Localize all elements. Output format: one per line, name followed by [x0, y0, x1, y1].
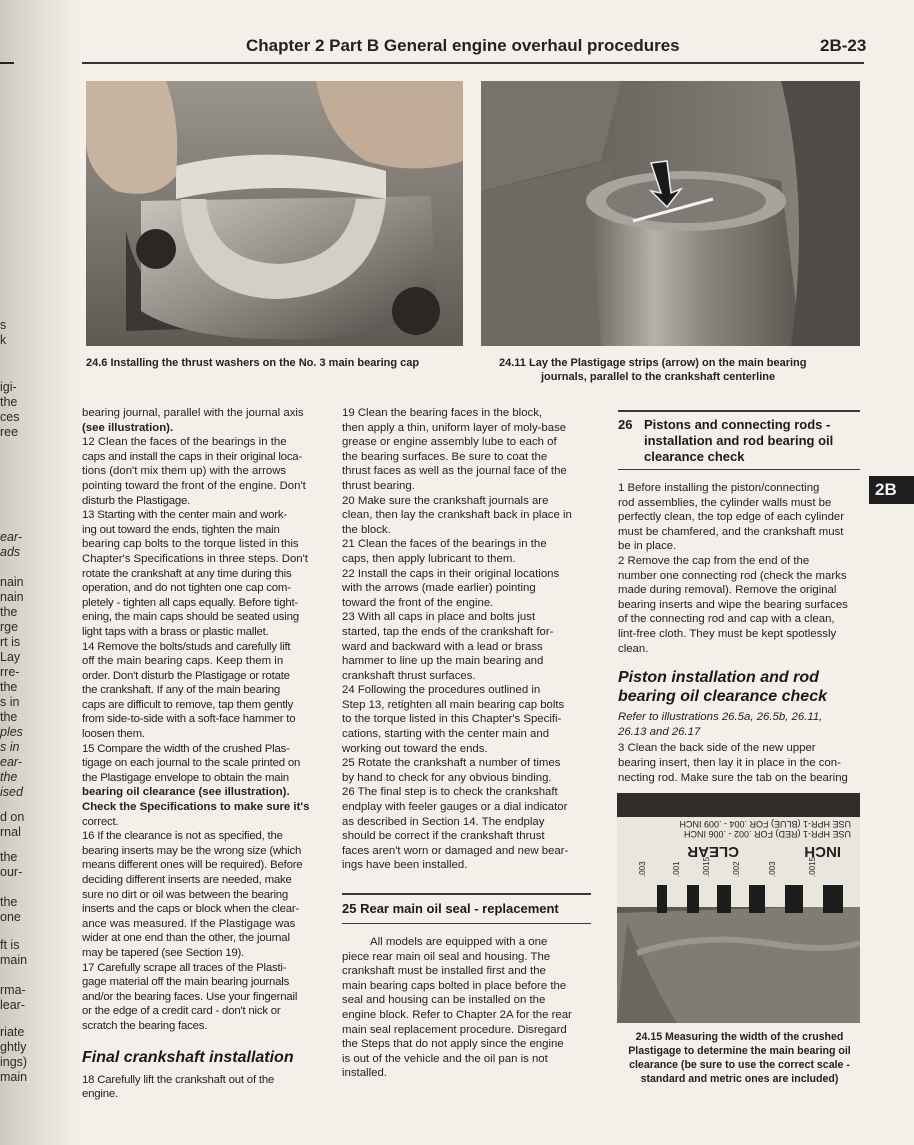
spine-fragment: ghtly	[0, 1040, 27, 1054]
body-line: the Steps that do not apply since the engine	[342, 1038, 564, 1051]
scale-tick: .0015	[702, 856, 711, 877]
body-line: toward the front of the engine.	[342, 596, 494, 609]
spine-fragment: igi-	[0, 380, 17, 394]
spine-fragment: ings)	[0, 1055, 28, 1069]
body-line: installed.	[342, 1067, 387, 1080]
body-line: crankshaft thrust surfaces.	[342, 669, 476, 682]
body-line: then apply a thin, uniform layer of moly-base	[342, 421, 567, 434]
spine-fragment: main	[0, 1070, 28, 1084]
text-column-left	[82, 406, 319, 1102]
body-line: Step 13, retighten all main bearing cap bolts	[342, 698, 565, 711]
body-line: 16 If the clearance is not as specified, the	[82, 830, 283, 843]
photo-plastigage-strips	[481, 81, 860, 346]
body-line: the Plastigage envelope to obtain the main	[82, 771, 289, 784]
photo-thrust-washers	[86, 81, 463, 346]
spine-fragment: one	[0, 910, 21, 924]
body-line: correct.	[82, 815, 119, 828]
spine-fragment: the	[0, 850, 18, 864]
body-line: 26 The final step is to check the crankshaft	[342, 786, 558, 799]
spine-fragment: the	[0, 770, 18, 784]
body-line: piece rear main oil seal and housing. The	[342, 950, 551, 963]
spine-fragment: rnal	[0, 825, 21, 839]
facing-page-edge	[0, 0, 78, 1145]
spine-fragment: ear-	[0, 755, 23, 769]
body-line: the crankshaft. If any of the main bearing	[82, 684, 281, 697]
body-line: must be chamfered, and the crankshaft must	[618, 525, 844, 538]
body-line: ening, the main caps should be seated using	[82, 611, 299, 624]
body-line: light taps with a brass or plastic mallet.	[82, 625, 269, 638]
scale-word-inch: INCH	[804, 843, 841, 860]
body-line: All models are equipped with a one	[370, 936, 548, 948]
body-line: clean.	[618, 642, 649, 655]
body-line: Check the Specifications to make sure it's	[82, 801, 310, 814]
section-rule	[618, 410, 860, 412]
spine-fragment: nain	[0, 590, 24, 604]
caption-24-15	[617, 1030, 862, 1086]
body-line: grease or engine assembly lube to each of	[342, 436, 557, 449]
body-line: main seal replacement procedure. Disregard	[342, 1023, 567, 1036]
body-line: by hand to check for any obvious binding.	[342, 771, 552, 784]
spine-fragment: ft is	[0, 938, 20, 952]
body-line: engine block. Refer to Chapter 2A for the rear	[342, 1008, 572, 1021]
body-line: be in place.	[618, 540, 677, 553]
body-line: as described in Section 14. The endplay	[342, 815, 545, 828]
spine-fragment: s in	[0, 695, 20, 709]
body-line: thrust bearing.	[342, 479, 415, 492]
body-line: 2 Remove the cap from the end of the	[618, 554, 810, 567]
body-line: is out of the vehicle and the oil pan is not	[342, 1052, 548, 1065]
body-line: engine.	[82, 1088, 118, 1101]
illustration-reference: Refer to illustrations 26.5a, 26.5b, 26.11,	[618, 711, 823, 724]
body-line: with the arrows (made earlier) pointing	[342, 582, 536, 595]
body-line: of the connecting rod and cap with a clean,	[618, 613, 835, 626]
body-line: to the torque listed in this Chapter's Specifi-	[342, 713, 562, 726]
body-line: main bearing caps bolted in place before the	[342, 979, 567, 992]
spine-fragment: s in	[0, 740, 20, 754]
body-line: ance was measured. If the Plastigage was	[82, 917, 296, 930]
section-title-line: clearance check	[644, 449, 745, 464]
scale-tick: .001	[672, 861, 681, 877]
body-line: 1 Before installing the piston/connecting	[618, 482, 820, 494]
body-line: may be tapered (see Section 19).	[82, 946, 245, 959]
plastigage-scale-illustration	[617, 793, 860, 1023]
body-line: ings have been installed.	[342, 859, 468, 872]
body-line: means different ones will be required). Before	[82, 859, 303, 872]
spine-fragment: our-	[0, 865, 23, 879]
body-line: lint-free cloth. They must be kept spotlessly	[618, 627, 837, 640]
body-line: scratch the bearing faces.	[82, 1019, 208, 1032]
body-line: 20 Make sure the crankshaft journals are	[342, 494, 549, 507]
body-line: caps, then apply lubricant to them.	[342, 552, 516, 565]
caption-24-11-line2: journals, parallel to the crankshaft centerline	[541, 371, 776, 383]
scale-text-row1: USE HPR-1 (BLUE) FOR .004 - .009 INCH	[679, 819, 851, 829]
body-line: hammer to line up the main bearing and	[342, 655, 544, 668]
body-line: necting rod. Make sure the tab on the bearing	[618, 771, 848, 784]
body-line: wider at one end than the other, the journal	[82, 932, 290, 945]
body-line: bearing oil clearance (see illustration).	[82, 786, 290, 799]
body-line: faces aren't worn or damaged and new bear-	[342, 844, 569, 857]
body-line: bearing inserts and wipe the bearing surfaces	[618, 598, 848, 611]
spine-fragment: rge	[0, 620, 19, 634]
caption-24-6: 24.6 Installing the thrust washers on the No. 3 main bearing cap	[86, 357, 420, 369]
text-column-middle	[342, 406, 591, 873]
caption-line: Plastigage to determine the main bearing oil	[628, 1045, 851, 1057]
spine-fragment: nain	[0, 575, 24, 589]
section-heading-pistons	[618, 417, 863, 465]
spine-fragment: s	[0, 318, 7, 332]
body-line: caps and install the caps in their original loca-	[82, 450, 303, 463]
body-line: perfectly clean, the top edge of each cylinder	[618, 511, 845, 524]
spine-fragment: main	[0, 953, 28, 967]
spine-fragment: the	[0, 710, 18, 724]
spine-fragment: ree	[0, 425, 19, 439]
body-line: pletely - tighten all caps equally. Before tight-	[82, 596, 299, 609]
bearing-cap-illustration	[86, 81, 463, 346]
illustration-reference: 26.13 and 26.17	[618, 725, 701, 738]
header-rule	[82, 62, 864, 64]
body-line: the block.	[342, 523, 391, 536]
body-line: inserts and the caps or block when the clear-	[82, 903, 300, 916]
body-line: deciding different inserts are needed, make	[82, 874, 292, 886]
body-line: 14 Remove the bolts/studs and carefully lift	[82, 640, 291, 653]
body-line: cations, starting with the center main and	[342, 728, 550, 741]
spine-fragment: ads	[0, 545, 21, 559]
section-rule	[342, 923, 591, 924]
spine-fragment: Lay	[0, 650, 21, 664]
body-line: bearing insert, then lay it in place in the con-	[618, 756, 841, 769]
body-line: (see illustration).	[82, 421, 174, 434]
body-line: tions (don't mix them up) with the arrows	[82, 465, 287, 478]
body-line: 3 Clean the back side of the new upper	[618, 742, 816, 755]
body-line: seal and housing can be installed on the	[342, 994, 546, 1007]
body-line: started, tap the ends of the crankshaft for-	[342, 625, 554, 638]
text-column-right	[618, 481, 863, 785]
spine-fragment: ples	[0, 725, 23, 739]
body-line: tigage on each journal to the scale printed on	[82, 757, 301, 770]
spine-fragment: k	[0, 333, 7, 347]
spine-fragment: the	[0, 680, 18, 694]
body-line: sure no dirt or oil was between the bearing	[82, 888, 289, 901]
body-line: disturb the Plastigage.	[82, 494, 191, 507]
body-line: 25 Rotate the crankshaft a number of times	[342, 757, 561, 770]
body-line: gage material off the main bearing journals	[82, 976, 290, 989]
page-header-title: Chapter 2 Part B General engine overhaul procedures	[246, 36, 680, 55]
body-line: loosen them.	[82, 728, 145, 741]
spine-fragment: the	[0, 895, 18, 909]
body-line: clean, then lay the crankshaft back in place in	[342, 509, 572, 522]
body-line: rod assemblies, the cylinder walls must be	[618, 496, 832, 509]
body-line: 12 Clean the faces of the bearings in the	[82, 436, 287, 449]
body-line: number one connecting rod (check the marks	[618, 569, 847, 582]
spine-fragment: rre-	[0, 665, 20, 679]
section-title-line: Pistons and connecting rods -	[644, 417, 831, 432]
text-column-middle-tail	[342, 935, 591, 1081]
photo-plastigage-measurement	[617, 793, 860, 1023]
scale-tick: .003	[768, 861, 777, 877]
scale-word-clear: CLEAR	[687, 843, 739, 860]
caption-line: standard and metric ones are included)	[640, 1073, 839, 1085]
scale-tick: .003	[638, 861, 647, 877]
body-line: order. Don't disturb the Plastigage or rotate	[82, 669, 290, 682]
body-line: 19 Clean the bearing faces in the block,	[342, 407, 543, 419]
spine-fragment: the	[0, 605, 18, 619]
body-line: off the main bearing caps. Keep them in	[82, 655, 284, 668]
body-line: 23 With all caps in place and bolts just	[342, 611, 536, 624]
caption-24-11-line1: 24.11 Lay the Plastigage strips (arrow) on the main bearing	[499, 357, 807, 369]
section-rule	[618, 469, 860, 470]
subheading-line: Piston installation and rod	[618, 669, 819, 687]
body-line: 17 Carefully scrape all traces of the Plasti-	[82, 961, 287, 974]
body-line: 21 Clean the faces of the bearings in the	[342, 538, 547, 551]
caption-line: 24.15 Measuring the width of the crushed	[635, 1031, 844, 1043]
crankshaft-journal-illustration	[481, 81, 860, 346]
scale-tick: .002	[732, 861, 741, 877]
section-number: 26	[618, 417, 633, 432]
spine-fragment: ised	[0, 785, 23, 799]
spine-fragment: d on	[0, 810, 25, 824]
body-line: and/or the bearing faces. Use your fingernail	[82, 990, 298, 1003]
body-line: ing out toward the ends, tighten the main	[82, 523, 280, 536]
body-line: from side-to-side with a soft-face hammer to	[82, 713, 296, 726]
section-heading-final-crankshaft: Final crankshaft installation	[82, 1048, 294, 1066]
body-line: the bearing surfaces. Be sure to coat the	[342, 450, 548, 463]
spine-fragment: lear-	[0, 998, 26, 1012]
section-rule	[342, 893, 591, 895]
body-line: 15 Compare the width of the crushed Plas-	[82, 742, 290, 755]
spine-fragment: ear-	[0, 530, 23, 544]
body-line: Chapter's Specifications in three steps. Don't	[82, 552, 308, 565]
body-line: 13 Starting with the center main and work-	[82, 509, 287, 522]
scale-tick: .0015	[808, 856, 817, 877]
spine-fragment: rma-	[0, 983, 26, 997]
body-line: endplay with feeler gauges or a dial indicator	[342, 801, 568, 814]
body-line: should be correct if the crankshaft thrust	[342, 830, 545, 843]
body-line: 24 Following the procedures outlined in	[342, 684, 541, 697]
subheading-line: bearing oil clearance check	[618, 688, 827, 706]
body-line: ward and backward with a lead or brass	[342, 640, 543, 653]
body-line: 18 Carefully lift the crankshaft out of the	[82, 1073, 275, 1086]
spine-fragment: riate	[0, 1025, 25, 1039]
body-line: pointing toward the front of the engine. Don't	[82, 479, 306, 492]
spine-fragment: the	[0, 395, 18, 409]
body-line: bearing cap bolts to the torque listed in this	[82, 538, 299, 551]
scale-text-row2: USE HPR-1 (RED) FOR .002 - .006 INCH	[683, 829, 851, 839]
facing-page-rule	[0, 62, 14, 64]
body-line: rotate the crankshaft at any time during this	[82, 567, 292, 580]
body-line: bearing inserts may be the wrong size (which	[82, 844, 302, 857]
spine-fragment: ces	[0, 410, 20, 424]
chapter-thumb-tab: 2B	[869, 476, 914, 504]
section-title-line: installation and rod bearing oil	[644, 433, 834, 448]
body-line: caps are difficult to remove, tap them gently	[82, 698, 294, 711]
caption-line: clearance (be sure to use the correct scale -	[629, 1059, 850, 1071]
spine-fragment: rt is	[0, 635, 21, 649]
body-line: working out toward the ends.	[342, 742, 488, 755]
body-line: made during removal). Remove the original	[618, 584, 837, 597]
section-heading-rear-main-seal: 25 Rear main oil seal - replacement	[342, 901, 559, 916]
body-line: bearing journal, parallel with the journal axis	[82, 407, 304, 419]
body-line: operation, and do not tighten one cap com-	[82, 582, 291, 595]
body-line: 22 Install the caps in their original locations	[342, 567, 560, 580]
body-line: or the edge of a credit card - don't nick or	[82, 1005, 281, 1018]
body-line: crankshaft must be installed first and the	[342, 965, 546, 978]
body-line: thrust faces as well as the journal face of the	[342, 465, 567, 478]
page-number: 2B-23	[820, 36, 867, 55]
